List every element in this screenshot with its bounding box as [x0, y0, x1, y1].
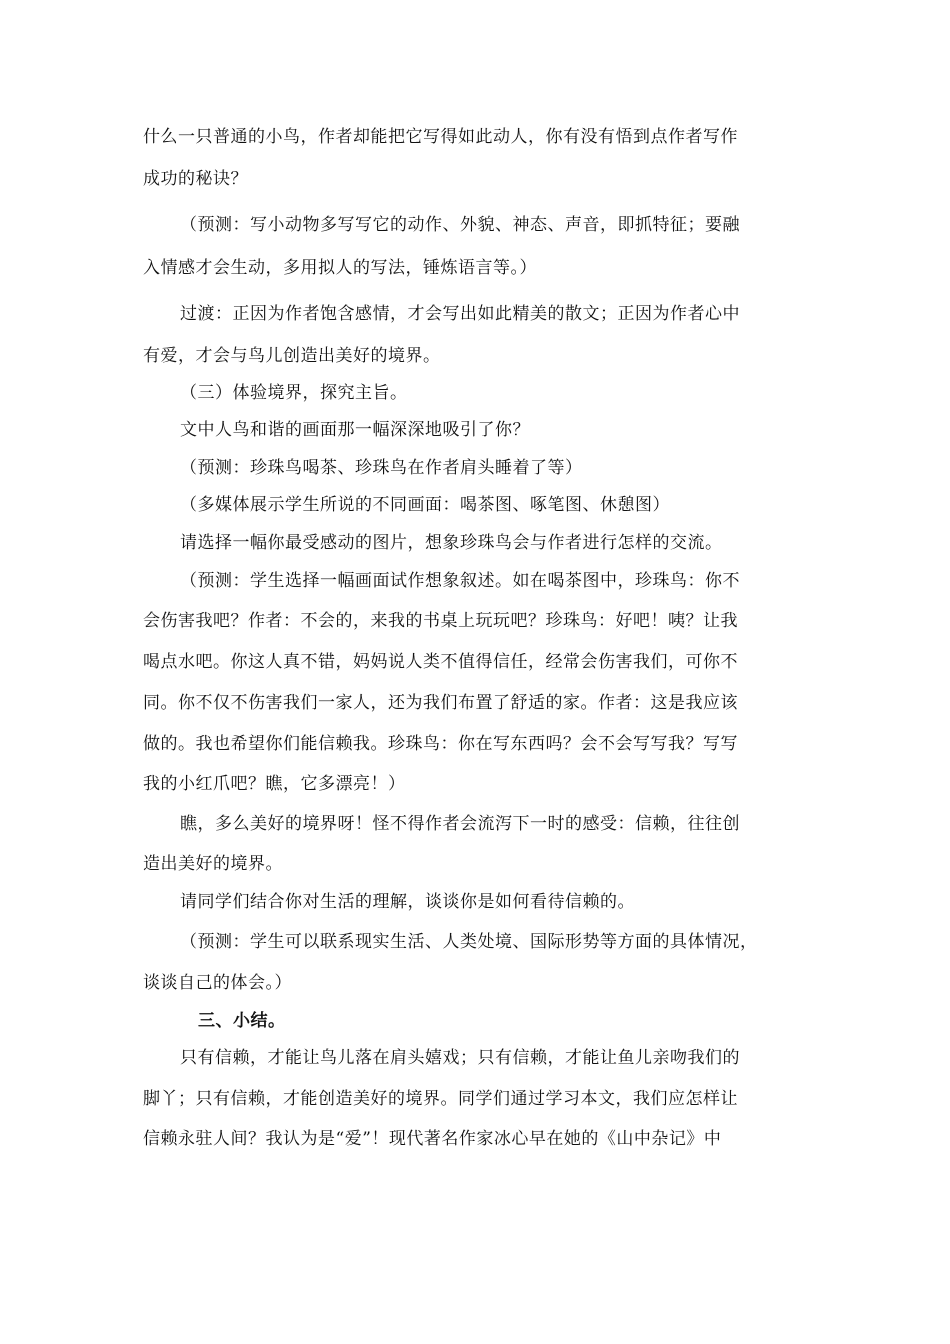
- text-line: 有爱，才会与鸟儿创造出美好的境界。: [143, 346, 441, 366]
- text-line: 文中人鸟和谐的画面那一幅深深地吸引了你？: [180, 420, 530, 440]
- text-line: 只有信赖，才能让鸟儿落在肩头嬉戏；只有信赖，才能让鱼儿亲吻我们的: [180, 1048, 740, 1068]
- text-line: 会伤害我吧？作者：不会的，来我的书桌上玩玩吧？珍珠鸟：好吧！咦？让我: [143, 611, 738, 631]
- text-line: 同。你不仅不伤害我们一家人，还为我们布置了舒适的家。作者：这是我应该: [143, 693, 738, 713]
- text-line: 谈谈自己的体会。）: [143, 973, 292, 993]
- text-line: （预测：写小动物多写写它的动作、外貌、神态、声音，即抓特征；要融: [180, 215, 740, 235]
- text-line: 入情感才会生动，多用拟人的写法，锤炼语言等。）: [143, 258, 537, 278]
- text-line: （多媒体展示学生所说的不同画面：喝茶图、啄笔图、休憩图）: [180, 495, 670, 515]
- text-line: （预测：学生可以联系现实生活、人类处境、国际形势等方面的具体情况，: [180, 932, 758, 952]
- text-line: 请同学们结合你对生活的理解，谈谈你是如何看待信赖的。: [180, 892, 635, 912]
- text-line: （预测：珍珠鸟喝茶、珍珠鸟在作者肩头睡着了等）: [180, 458, 583, 478]
- text-line: 过渡：正因为作者饱含感情，才会写出如此精美的散文；正因为作者心中: [180, 304, 740, 324]
- text-line: 什么一只普通的小鸟，作者却能把它写得如此动人，你有没有悟到点作者写作: [143, 127, 738, 147]
- text-line: 请选择一幅你最受感动的图片，想象珍珠鸟会与作者进行怎样的交流。: [180, 533, 723, 553]
- text-line: 做的。我也希望你们能信赖我。珍珠鸟：你在写东西吗？会不会写写我？写写: [143, 734, 738, 754]
- text-line: 造出美好的境界。: [143, 854, 283, 874]
- text-line: 喝点水吧。你这人真不错，妈妈说人类不值得信任，经常会伤害我们，可你不: [143, 652, 738, 672]
- text-line: 脚丫；只有信赖，才能创造美好的境界。同学们通过学习本文，我们应怎样让: [143, 1089, 738, 1109]
- section-heading: （三）体验境界，探究主旨。: [180, 383, 408, 403]
- text-line: （预测：学生选择一幅画面试作想象叙述。如在喝茶图中，珍珠鸟：你不: [180, 571, 740, 591]
- text-line: 信赖永驻人间？我认为是“爱”！现代著名作家冰心早在她的《山中杂记》中: [143, 1129, 722, 1149]
- section-heading: 三、小结。: [198, 1011, 286, 1031]
- text-line: 成功的秘诀？: [143, 169, 248, 189]
- text-line: 我的小红爪吧？瞧，它多漂亮！）: [143, 774, 406, 794]
- text-line: 瞧，多么美好的境界呀！怪不得作者会流泻下一时的感受：信赖，往往创: [180, 814, 740, 834]
